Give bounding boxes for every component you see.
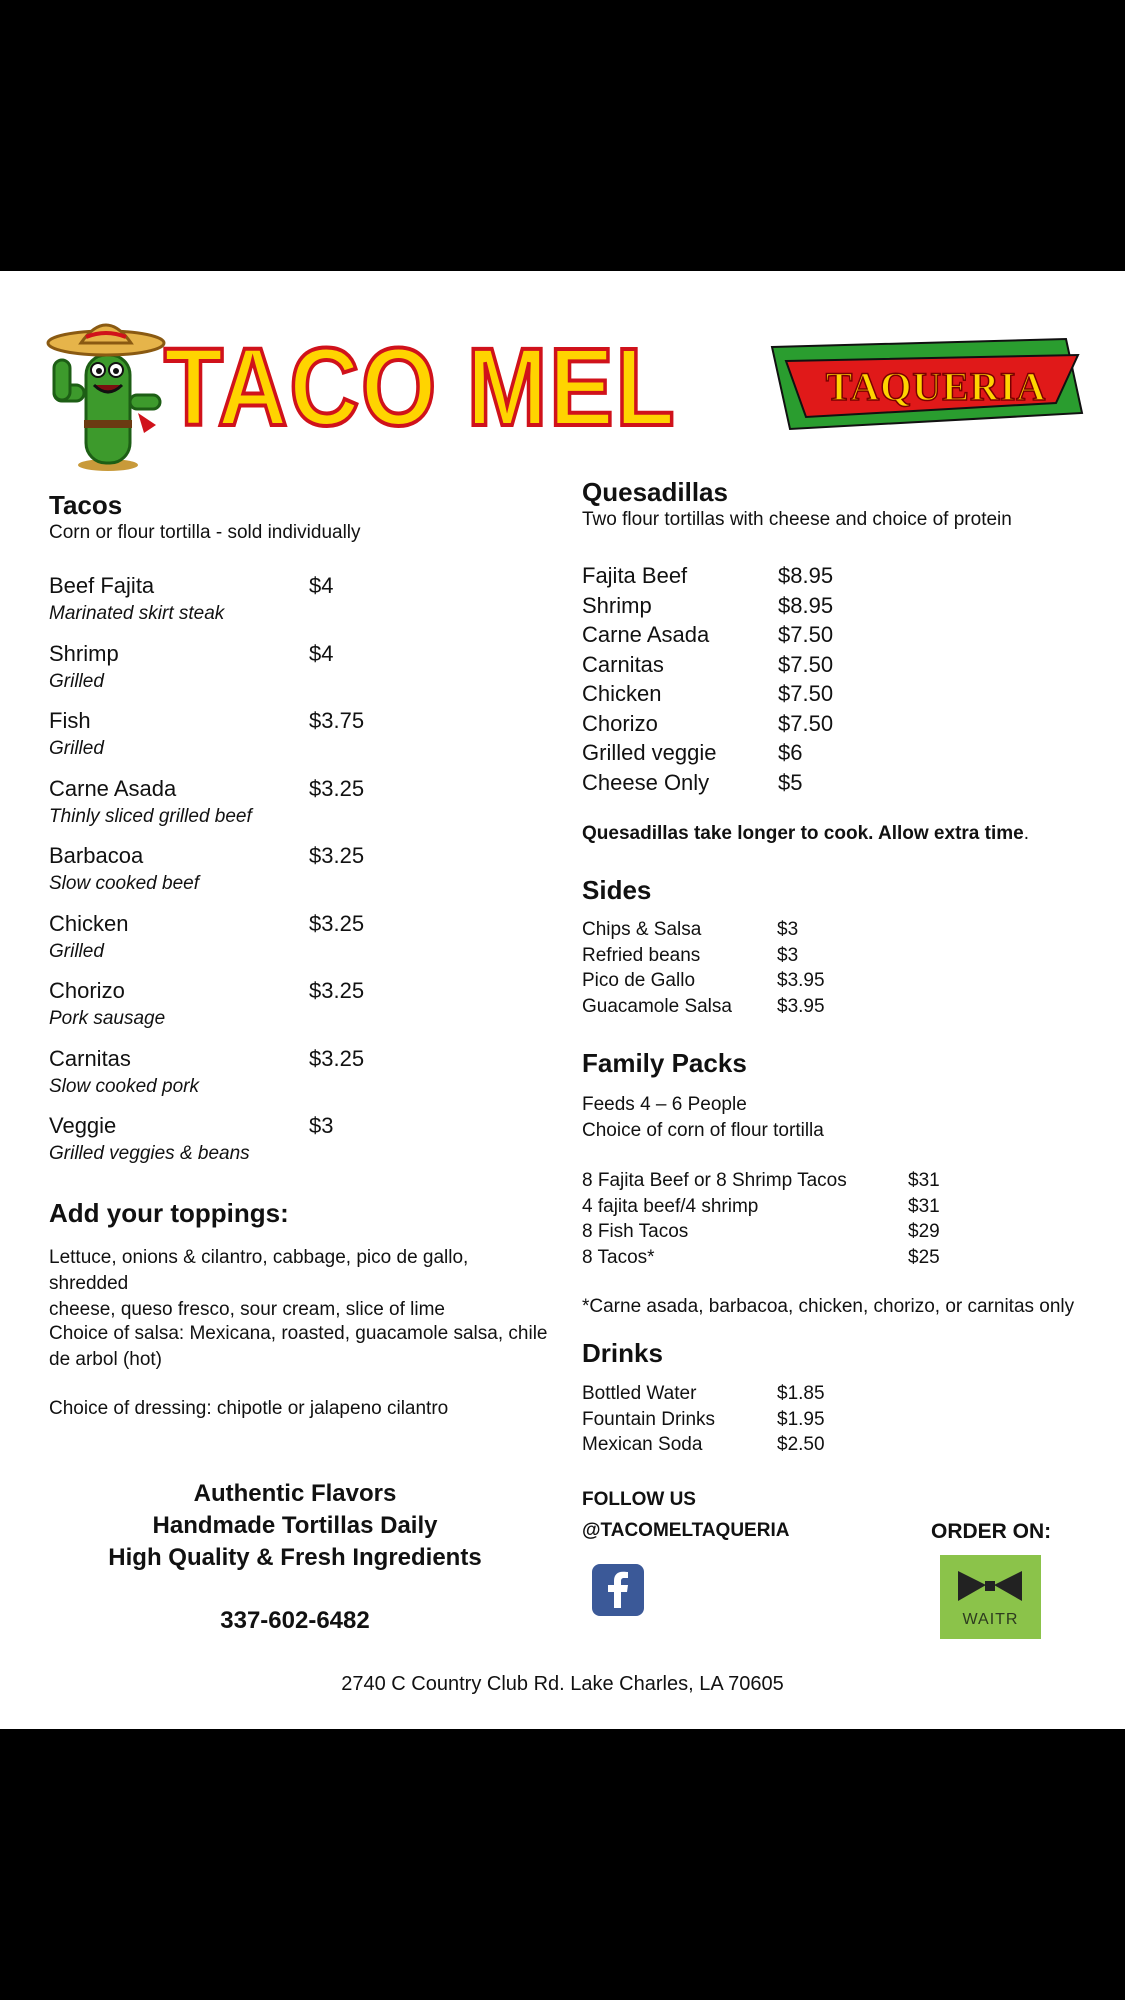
quesadilla-item-name: Cheese Only — [582, 769, 710, 795]
dressing-text: Choice of dressing: chipotle or jalapeno cilantro — [49, 1398, 449, 1419]
drinks-heading: Drinks — [582, 1338, 663, 1368]
taco-item-price: $3.25 — [309, 843, 365, 868]
toppings-text: Lettuce, onions & cilantro, cabbage, pico de gallo, shredded cheese, queso fresco, sour cream, slice of lime — [49, 1247, 469, 1320]
family-heading: Family Packs — [582, 1048, 747, 1078]
promo-line-2: Handmade Tortillas Daily — [152, 1512, 438, 1539]
drink-item-name: Bottled Water — [582, 1383, 697, 1404]
quesadillas-note: Quesadillas take longer to cook. Allow extra time. — [582, 823, 1029, 844]
taco-item-price: $3.75 — [309, 708, 365, 733]
taco-item-desc: Pork sausage — [49, 1008, 166, 1029]
address: 2740 C Country Club Rd. Lake Charles, LA 70605 — [341, 1673, 784, 1695]
quesadilla-item-price: $7.50 — [778, 651, 834, 677]
quesadilla-item-price: $6 — [778, 740, 803, 765]
taco-item-desc: Slow cooked pork — [49, 1075, 199, 1097]
logo-title: TACO MEL — [164, 326, 677, 449]
taco-item-name: Veggie — [49, 1113, 117, 1138]
family-item-name: 4 fajita beef/4 shrimp — [582, 1195, 759, 1217]
quesadilla-item-name: Chorizo — [582, 710, 658, 736]
side-item-name: Pico de Gallo — [582, 970, 696, 991]
quesadilla-item-price: $8.95 — [778, 563, 834, 588]
quesadilla-item-price: $7.50 — [778, 681, 834, 706]
taco-item-price: $3.25 — [309, 978, 365, 1003]
order-on-label: ORDER ON: — [931, 1520, 1052, 1543]
taco-item-name: Carne Asada — [49, 775, 177, 801]
logo-taqueria: TAQUERIA — [825, 364, 1047, 409]
taco-item-price: $3.25 — [309, 910, 365, 936]
taco-item-price: $4 — [309, 573, 334, 598]
side-item-name: Guacamole Salsa — [582, 995, 732, 1017]
promo-block — [50, 1478, 540, 1574]
taco-item-desc: Grilled veggies & beans — [49, 1143, 250, 1164]
taco-item-name: Barbacoa — [49, 843, 144, 868]
taco-item-price: $3.25 — [309, 1045, 365, 1071]
tacos-subtitle: Corn or flour tortilla - sold individually — [49, 522, 361, 543]
family-item-price: $31 — [908, 1195, 940, 1217]
quesadillas-subtitle: Two flour tortillas with cheese and choice of protein — [582, 509, 1012, 530]
social-handle[interactable]: @TACOMELTAQUERIA — [582, 1520, 790, 1541]
quesadilla-item-name: Shrimp — [582, 592, 652, 618]
salsa-text: Choice of salsa: Mexicana, roasted, guacamole salsa, chile de arbol (hot) — [49, 1323, 548, 1370]
toppings-heading: Add your toppings: — [49, 1198, 289, 1228]
taco-item-price: $3 — [309, 1113, 334, 1138]
side-item-price: $3.95 — [777, 970, 825, 991]
sides-heading: Sides — [582, 875, 652, 905]
taco-item-name: Shrimp — [49, 640, 119, 666]
drink-item-name: Fountain Drinks — [582, 1408, 716, 1430]
taco-item-name: Fish — [49, 708, 91, 733]
waitr-logo[interactable] — [940, 1555, 1041, 1639]
side-item-price: $3.95 — [777, 995, 825, 1017]
family-footnote: *Carne asada, barbacoa, chicken, chorizo, or carnitas only — [582, 1296, 1075, 1317]
tacos-heading: Tacos — [49, 490, 123, 520]
drink-item-name: Mexican Soda — [582, 1434, 703, 1455]
quesadilla-item-price: $5 — [778, 769, 803, 795]
side-item-name: Chips & Salsa — [582, 919, 702, 940]
taco-item-desc: Marinated skirt steak — [49, 603, 225, 624]
waitr-label: WAITR — [962, 1611, 1019, 1628]
taco-item-desc: Thinly sliced grilled beef — [49, 805, 252, 827]
taco-item-desc: Grilled — [49, 670, 104, 692]
quesadilla-item-name: Carnitas — [582, 651, 664, 677]
quesadilla-item-name: Grilled veggie — [582, 740, 717, 765]
quesadilla-item-name: Fajita Beef — [582, 563, 688, 588]
side-item-price: $3 — [777, 919, 799, 940]
taco-item-desc: Slow cooked beef — [49, 873, 199, 894]
follow-us-label: FOLLOW US — [582, 1489, 696, 1510]
taco-item-name: Chicken — [49, 910, 129, 936]
drink-item-price: $1.95 — [777, 1408, 825, 1430]
taco-item-price: $3.25 — [309, 775, 365, 801]
facebook-icon[interactable] — [592, 1564, 644, 1616]
quesadillas-heading: Quesadillas — [582, 477, 728, 507]
promo-line-1: Authentic Flavors — [193, 1480, 397, 1507]
family-item-price: $29 — [908, 1221, 940, 1242]
taco-item-desc: Grilled — [49, 940, 104, 962]
bowtie-icon — [958, 1567, 1022, 1607]
menu-page — [0, 271, 1125, 1729]
promo-line-3: High Quality & Fresh Ingredients — [108, 1544, 482, 1571]
family-item-name: 8 Fajita Beef or 8 Shrimp Tacos — [582, 1170, 847, 1191]
drink-item-price: $1.85 — [777, 1383, 825, 1404]
quesadilla-item-price: $8.95 — [778, 592, 834, 618]
taco-item-name: Chorizo — [49, 978, 125, 1003]
phone-number[interactable]: 337-602-6482 — [220, 1607, 370, 1634]
logo — [46, 315, 1081, 475]
drink-item-price: $2.50 — [777, 1434, 825, 1455]
taco-item-name: Beef Fajita — [49, 573, 155, 598]
family-item-name: 8 Fish Tacos — [582, 1221, 689, 1242]
taco-item-desc: Grilled — [49, 738, 104, 759]
family-item-price: $31 — [908, 1170, 940, 1191]
taco-item-name: Carnitas — [49, 1045, 131, 1071]
family-item-price: $25 — [908, 1246, 940, 1268]
family-info: Feeds 4 – 6 People Choice of corn of flour tortilla — [582, 1094, 824, 1141]
quesadilla-item-name: Carne Asada — [582, 622, 710, 647]
quesadilla-item-price: $7.50 — [778, 622, 834, 647]
side-item-name: Refried beans — [582, 944, 701, 966]
quesadilla-item-name: Chicken — [582, 681, 662, 706]
cactus-mascot-icon — [46, 315, 176, 475]
family-item-name: 8 Tacos* — [582, 1246, 655, 1268]
taco-item-price: $4 — [309, 640, 334, 666]
side-item-price: $3 — [777, 944, 799, 966]
quesadilla-item-price: $7.50 — [778, 710, 834, 736]
